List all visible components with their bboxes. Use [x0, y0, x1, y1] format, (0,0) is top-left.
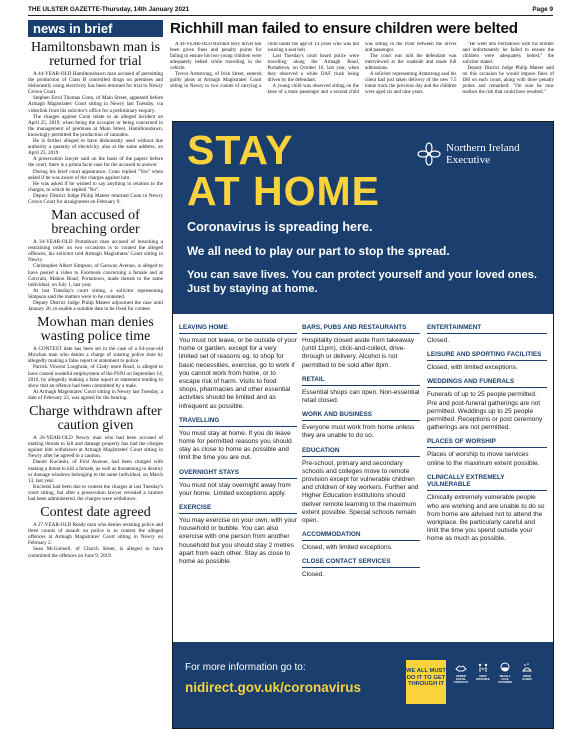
rule-text: You must not leave, or be outside of your home or garden, except for a very limited set of reasons eg. to shop for basic necessities, exercise, go to work if you cannot work from home, or to escape risk of harm. Visits to food shops, pharmacies and other essential activities should be limited and as infrequent as possible.	[179, 337, 297, 410]
news-in-brief-column	[28, 20, 163, 735]
rule-section	[179, 504, 297, 566]
headline-stay: STAY	[187, 127, 294, 173]
icon-keep-distance: KEEP DISTANCE	[475, 662, 491, 684]
footer-url: nidirect.gov.uk/coronavirus	[185, 680, 362, 695]
logo-line-1: Northern Ireland	[446, 142, 520, 154]
icon-face-covering: WEAR A FACE COVERING	[497, 662, 513, 684]
brief-paragraph: A 44-YEAR-OLD Hamiltonsbawn man accused of permitting the production of Class B controlled drugs on premises and dishonestly using electricity has been returned for trial to Newry Crown Court.	[28, 71, 163, 96]
brief-headline: Man accused of breaching order	[51, 208, 140, 238]
rule-section	[427, 474, 547, 544]
icon-wash-hands: WASH HANDS	[519, 662, 535, 684]
rule-section	[179, 469, 297, 498]
rule-title: CLOSE CONTACT SERVICES	[302, 558, 420, 568]
brief-paragraph: At Armagh Magistrates' Court sitting in Newry last Tuesday, a date of February 23, was agreed for the hearing.	[28, 388, 163, 401]
rule-text: Closed, with limited exceptions.	[427, 364, 518, 372]
story-paragraph: A young child was observed sitting on the knee of a male passenger and a second child was sitting in the front between the driver and passenger.	[267, 42, 457, 95]
rule-text: You must not stay overnight away from your home. Limited exceptions apply.	[179, 481, 291, 497]
brief-paragraph: During his brief court appearance, Conn replied "Yes" when asked if he was aware of the charges against him.	[28, 168, 163, 181]
brief-paragraph: Stephen Errol Thomas Conn, of Main Street, appeared before Armagh Magistrates' Court sitting in Newry last Tuesday, via videolink from his solicitor's office for a preliminary enquiry.	[28, 95, 163, 114]
rule-title: EDUCATION	[302, 447, 420, 457]
story-paragraph: Trevor Armstrong, of Irish Street, entered guilty pleas at Armagh Magistrates' Court sitting in Newry to two counts of carrying a child under the age of 14 years who was not wearing a seat belt.	[170, 42, 359, 89]
handshake-icon	[455, 662, 467, 674]
brief-headline: Contest date agreed	[40, 505, 151, 521]
brief-paragraph: Patrick Vincent Loughran, of Clady more Road, is alleged to have caused wasteful employment of the PSNI on September 14, 2019, by allegedly making a false report or statement tending to show that an offence had been committed by a male.	[28, 364, 163, 389]
rule-section	[302, 411, 420, 440]
rule-text: Closed.	[302, 571, 325, 579]
rules-column-3	[427, 318, 547, 544]
brief-paragraph: He is further alleged to have dishonestly used without due authority a quantity of electricity, also at the same address, on April 25, 2019.	[28, 138, 163, 157]
brief-paragraph: Christopher Albert Simpson, of Ganway Avenue, is alleged to have posted a video to Facebook concerning a female and at Corcrain, Mahon Road, Portadown, made threats to the same individual, on July 1, last year.	[28, 263, 163, 288]
brief-paragraph: Daniel Kucieski, of First Avenue, had been charged with making a threat to kill a female, as well as threatening to destroy or damage windows belonging to the same individual, on March 13, last year.	[28, 459, 163, 484]
story-paragraph: "He went into Portadown with his brother and unfortunately he failed to ensure the children were adequately belted," the solicitor stated.	[462, 42, 554, 65]
advert-footer	[173, 642, 553, 728]
advert-sub-3: You can save lives. You can protect yourself and your loved ones. Just by staying at home.	[187, 269, 538, 295]
rule-title: EXERCISE	[179, 504, 297, 514]
rule-section	[427, 324, 547, 345]
rule-title: LEISURE AND SPORTING FACILITIES	[427, 351, 547, 361]
flax-flower-icon	[417, 142, 441, 166]
publication-date: THE ULSTER GAZETTE-Thursday, 14th January 2021	[28, 6, 190, 13]
rule-text: Closed.	[427, 337, 450, 344]
rule-section	[179, 417, 297, 463]
brief-headline: Hamiltonsbawn man is returned for trial	[30, 40, 161, 69]
advert-headline	[187, 127, 381, 214]
brief-paragraph: Deputy District Judge Philip Mateer adjourned the case until January 26, to enable a suitable date to be fixed for contest.	[28, 300, 163, 313]
brief-paragraph: A 34-YEAR-OLD Portadown man accused of breaching a restraining order on two occasions is to contest the alleged offences, his solicitor told Armagh Magistrates' Court sitting in Newry.	[28, 239, 163, 264]
advert-hero	[173, 122, 553, 314]
news-in-brief-stories	[28, 41, 163, 559]
news-in-brief-banner: news in brief	[28, 20, 163, 37]
story-paragraph: Last Tuesday's court heard police were travelling along the Armagh Road, Portadown, on October 16, last year, when they observed a white DAF truck being driven by the defendant.	[267, 54, 359, 83]
rule-section	[302, 531, 420, 552]
footer-info-text: For more information go to:	[185, 662, 306, 673]
footer-badge: WE ALL MUST DO IT TO GET THROUGH IT	[406, 660, 446, 704]
advert-rules-grid	[173, 318, 553, 638]
rule-title: BARS, PUBS AND RESTAURANTS	[302, 324, 420, 334]
rule-section	[427, 351, 547, 372]
rule-title: TRAVELLING	[179, 417, 297, 427]
distance-icon	[477, 662, 489, 674]
brief-paragraph: A prosecution lawyer said on the basis of the papers before the court, there is a prima facie case for the accused to answer.	[28, 156, 163, 169]
rule-text: Closed, with limited exceptions.	[302, 544, 393, 552]
main-headline: Richhill man failed to ensure children were belted	[170, 20, 518, 37]
advert-sub-2: We all need to play our part to stop the spread.	[187, 244, 450, 258]
story-paragraph: The court was told the defendant was interviewed at the roadside and made full admissions.	[365, 54, 457, 71]
rule-title: PLACES OF WORSHIP	[427, 438, 547, 448]
hand-wash-icon	[521, 662, 533, 674]
rule-section	[427, 378, 547, 432]
rule-text: Clinically extremely vulnerable people who are working and are unable to do so from home are advised not to attend the workplace. Be particularly careful and limit the time you spend outside your home as much as possible.	[427, 494, 545, 543]
rule-text: Funerals of up to 25 people permitted. Pre and post-funeral gatherings are not permitted. Weddings up to 25 people permitted. Receptions or post ceremony gatherings are not permitted.	[427, 391, 543, 432]
rule-text: Everyone must work from home unless they are unable to do so.	[302, 424, 415, 440]
story-paragraph: Deputy District Judge Philip Mateer said on this occasion he would impose fines of £80 on each count, along with three penalty points and remarked: "I'm sure he now realises the risk that could have resulted."	[462, 66, 554, 95]
rule-title: WEDDINGS AND FUNERALS	[427, 378, 547, 388]
brief-paragraph: Deputy District Judge Philip Mateer returned Conn to Newry Crown Court for arraignment on February 9.	[28, 192, 163, 205]
brief-headline: Mowhan man denies wasting police time	[37, 315, 154, 345]
rules-column-2	[302, 318, 420, 580]
advert-sub-1: Coronavirus is spreading here.	[187, 220, 373, 234]
rule-section	[302, 376, 420, 405]
icon-fewer-contacts: FEWER SOCIAL CONTACTS	[453, 662, 469, 684]
story-paragraph: A 44-YEAR-OLD Richhill lorry driver has been given fines and penalty points for failing to ensure his two young children were adequately belted while travelling in the vehicle.	[170, 42, 262, 71]
brief-paragraph: A 27-YEAR-OLD Ready man who denies resisting police and three counts of assault on police is to contest the alleged offences at Armagh Magistrates' Court sitting in Newry on February 2.	[28, 522, 163, 547]
rule-text: You must stay at home. If you do leave home for permitted reasons you should stay as close to home as possible and limit the time you are out.	[179, 429, 292, 462]
rule-text: Essential shops can open. Non-essential retail closed.	[302, 388, 420, 405]
brief-paragraph: He was asked if he wished to say anything in relation to the charges, to which he replied "No".	[28, 180, 163, 193]
logo-line-2: Executive	[446, 154, 490, 166]
brief-paragraph: The charges against Conn relate to an alleged incident on April 25, 2019, when being the occupier or being concerned in the management of premises at Main Street, Hamiltonsbawn, knowingly permitted the production of cannabis.	[28, 113, 163, 138]
rule-title: WORK AND BUSINESS	[302, 411, 420, 421]
page-number: Page 9	[532, 6, 553, 13]
executive-logo	[417, 142, 520, 166]
rule-text: Pre-school, primary and secondary schools and colleges move to remote provision except for vulnerable children and children of key workers. Further and Higher Education institutions should deliver remote learning to the maximum extent possible. Special schools remain open.	[302, 459, 419, 525]
rule-title: ACCOMMODATION	[302, 531, 420, 541]
footer-icons	[453, 662, 535, 684]
rule-title: CLINICALLY EXTREMELY VULNERABLE	[427, 474, 547, 492]
rule-text: You may exercise on your own, with your household or bubble. You can also exercise with one person from another household but you should stay 2 metres apart from each other. Stay as close to home as possible.	[179, 517, 297, 566]
page-header	[28, 4, 553, 16]
rule-text: Hospitality closed aside from takeaway (until 11pm), click-and-collect, drive-through or delivery. Alcohol is not permitted to be sold after 8pm.	[302, 337, 414, 369]
rule-title: RETAIL	[302, 376, 420, 386]
brief-paragraph: A CONTEST date has been set in the case of a 64-year-old Mowhan man who denies a charge of wasting police time by allegedly making a false report or statement to police.	[28, 346, 163, 365]
brief-paragraph: Kucieski had been due to contest the charges at last Tuesday's court sitting, but after a prosecution lawyer revealed a caution had been administered, the charges were withdrawn.	[28, 483, 163, 502]
rule-title: LEAVING HOME	[179, 324, 297, 334]
stay-at-home-advert	[172, 121, 554, 729]
rule-section	[302, 447, 420, 526]
rule-section	[427, 438, 547, 467]
rules-column-1	[179, 318, 297, 566]
brief-paragraph: A 26-YEAR-OLD Newry man who had been accused of making threats to kill and damage property has had the charges against him withdrawn at Armagh Magistrates' Court sitting in Newry after he agreed to a caution.	[28, 435, 163, 460]
rule-section	[302, 324, 420, 370]
story-paragraph: A solicitor representing Armstrong said his client had just taken delivery of the new 7.5 tonne truck the previous day and the children were aged six and nine years.	[365, 72, 457, 95]
rule-title: OVERNIGHT STAYS	[179, 469, 297, 479]
brief-headline: Charge withdrawn after caution given	[29, 404, 162, 434]
main-story-body	[170, 42, 554, 122]
rule-title: ENTERTAINMENT	[427, 324, 547, 334]
rule-section	[179, 324, 297, 411]
rule-section	[302, 558, 420, 579]
headline-at-home: AT HOME	[187, 168, 381, 214]
rule-text: Places of worship to move services online to the maximum extent possible.	[427, 451, 540, 467]
brief-paragraph: At last Tuesday's court sitting, a solicitor representing Simpson said the matters were to be contested.	[28, 287, 163, 300]
brief-paragraph: Sean McGonnell, of Church Street, is alleged to have committed the offences on June 9, 2019.	[28, 546, 163, 559]
face-covering-icon	[499, 662, 511, 674]
